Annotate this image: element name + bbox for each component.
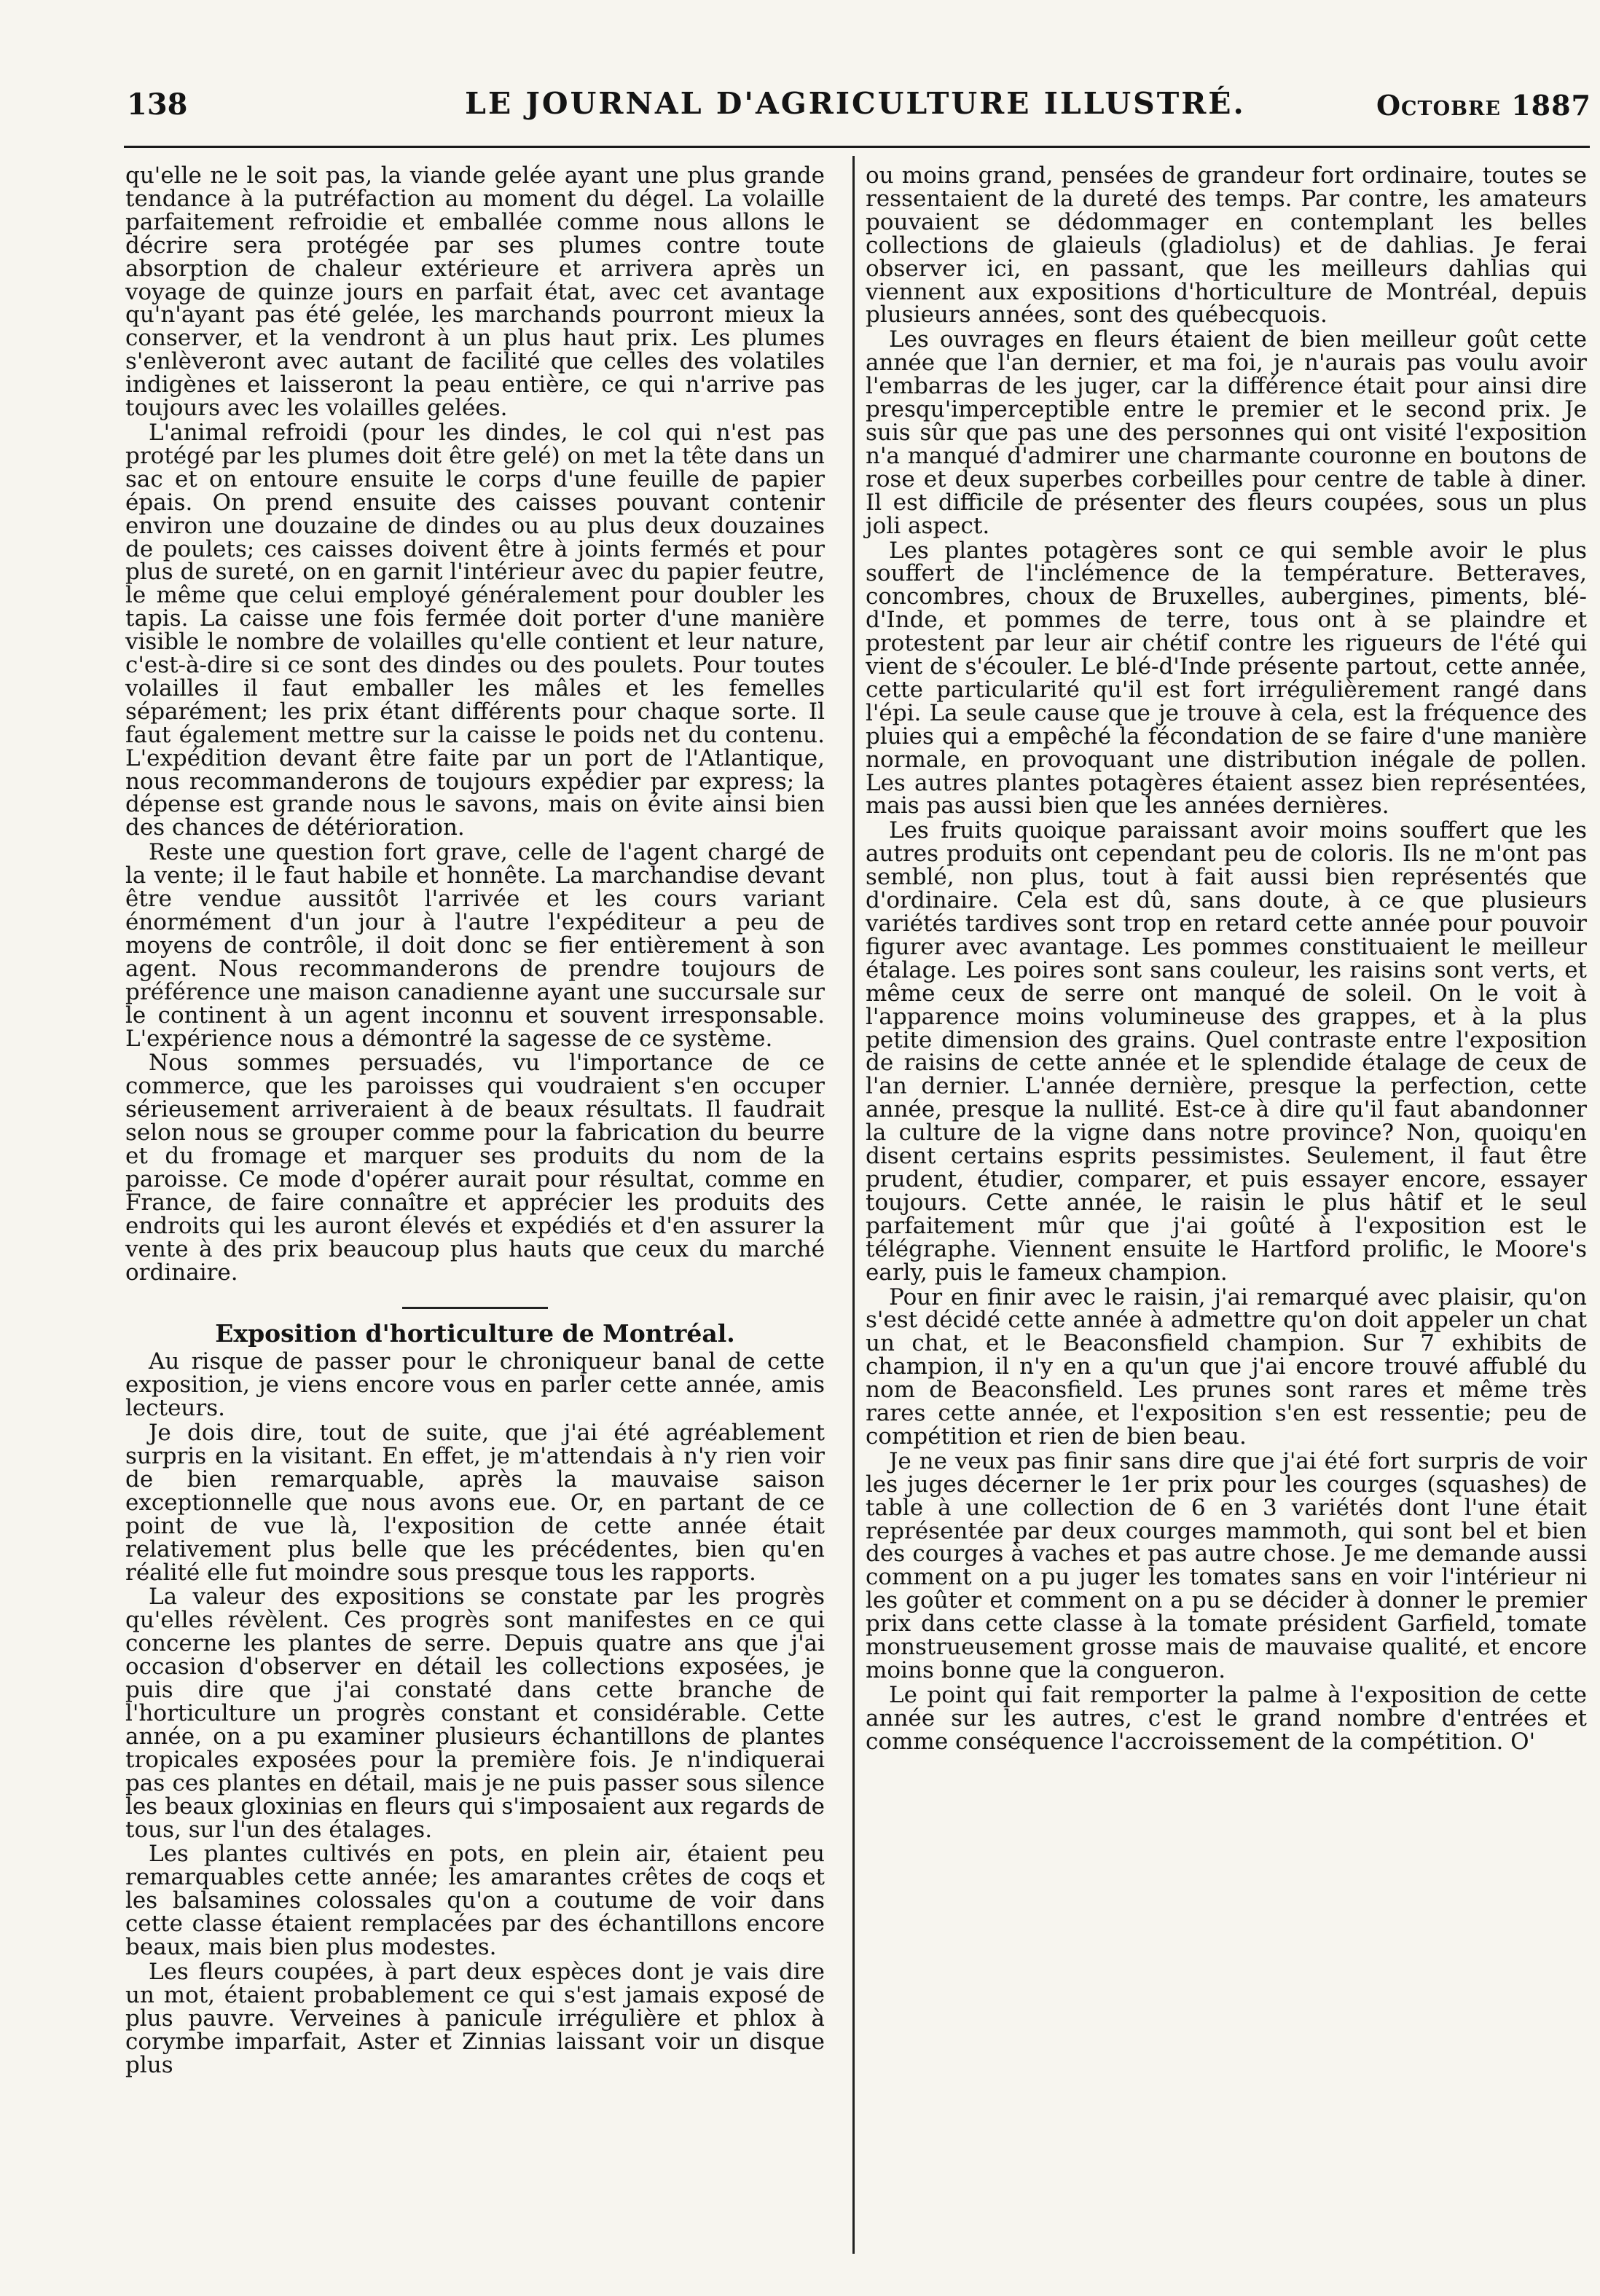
paragraph: Reste une question fort grave, celle de l'agent chargé de la vente; il le faut habile et honnête. La marchandise devant être vendue aussitôt l'arrivée et les cours variant énormément d'un jour à l'autre l'expéditeur a peu de moyens de contrôle, il doit donc se fier entièrement à son agent. Nous recommanderons de prendre toujours de préférence une maison canadienne ayant une succursale sur le continent à un agent inconnu et souvent irresponsable. L'expérience nous a démontré la sagesse de ce système. <box>125 839 825 1052</box>
left-column <box>125 162 825 2078</box>
page-number: 138 <box>127 87 188 122</box>
paragraph: Le point qui fait remporter la palme à l'exposition de cette année sur les autres, c'est le grand nombre d'entrées et comme conséquence l'accroissement de la compétition. O' <box>866 1681 1587 1755</box>
page-header <box>119 82 1591 125</box>
paragraph: ou moins grand, pensées de grandeur fort ordinaire, toutes se ressentaient de la dureté des temps. Par contre, les amateurs pouvaient se dédommager en contemplant les belles collections de glaieuls (gladiolus) et de dahlias. Je ferai observer ici, en passant, que les meilleurs dahlias qui viennent aux expositions d'horticulture de Montréal, depuis plusieurs années, sont des québecquois. <box>866 162 1587 329</box>
issue-date: Octobre 1887 <box>1376 89 1591 122</box>
paragraph: Les fleurs coupées, à part deux espèces dont je vais dire un mot, étaient probablement ce qui s'est jamais exposé de plus pauvre. Verveines à panicule irrégulière et phlox à corymbe imparfait, Aster et Zinnias laissant voir un disque plus <box>125 1958 825 2078</box>
paragraph: Je ne veux pas finir sans dire que j'ai été fort surpris de voir les juges décerner le 1er prix pour les courges (squashes) de table à une collection de 6 en 3 variétés dont l'une était représentée par deux courges mammoth, qui sont bel et bien des courges à vaches et pas autre chose. Je me demande aussi comment on a pu juger les tomates sans en voir l'intérieur ni les goûter et comment on a pu se décider à donner le premier prix dans cette classe à la tomate président Garfield, tomate monstrueusement grosse mais de mauvaise qualité, et encore moins bonne que la congueron. <box>866 1447 1587 1683</box>
paragraph: La valeur des expositions se constate par les progrès qu'elles révèlent. Ces progrès sont manifestes en ce qui concerne les plantes de serre. Depuis quatre ans que j'ai occasion d'observer en détail les collections exposées, je puis dire que j'ai constaté dans cette branche de l'horticulture un progrès constant et considérable. Cette année, on a pu examiner plusieurs échantillons de plantes tropicales exposées pour la première fois. Je n'indiquerai pas ces plantes en détail, mais je ne puis passer sous silence les beaux gloxinias en fleurs qui s'imposaient aux regards de tous, sur l'un des étalages. <box>125 1584 825 1843</box>
header-rule <box>124 146 1590 148</box>
column-divider <box>852 156 855 2254</box>
right-column <box>866 162 1587 1755</box>
section-title: Exposition d'horticulture de Montréal. <box>215 1318 735 1348</box>
journal-title: LE JOURNAL D'AGRICULTURE ILLUSTRÉ. <box>465 86 1246 121</box>
section-divider <box>402 1307 548 1309</box>
paragraph: Pour en finir avec le raisin, j'ai remarqué avec plaisir, qu'on s'est décidé cette année à admettre qu'on doit appeler un chat un chat, et le Beaconsfield champion. Sur 7 exhibits de champion, il n'y en a qu'un que j'ai encore trouvé affublé du nom de Beaconsfield. Les prunes sont rares et même très rares cette année, et l'exposition s'en est ressentie; peu de compétition et rien de bien beau. <box>866 1283 1587 1450</box>
paragraph: Je dois dire, tout de suite, que j'ai été agréablement surpris en la visitant. En effet, je m'attendais à n'y rien voir de bien remarquable, après la mauvaise saison exceptionnelle que nous avons eue. Or, en partant de ce point de vue là, l'exposition de cette année était relativement plus belle que les précédentes, bien qu'en réalité elle fut moindre sous presque tous les rapports. <box>125 1420 825 1586</box>
paragraph: qu'elle ne le soit pas, la viande gelée ayant une plus grande tendance à la putréfaction au moment du dégel. La volaille parfaitement refroidie et emballée comme nous allons le décrire sera protégée par ses plumes contre toute absorption de chaleur extérieure et arrivera après un voyage de quinze jours en parfait état, avec cet avantage qu'n'ayant pas été gelée, les marchands pourront mieux la conserver, et la vendront à un plus haut prix. Les plumes s'enlèveront avec autant de facilité que celles des volatiles indigènes et laisseront la peau entière, ce qui n'arrive pas toujours avec les volailles gelées. <box>125 162 825 422</box>
paragraph: Nous sommes persuadés, vu l'importance de ce commerce, que les paroisses qui voudraient s'en occuper sérieusement arriveraient à de beaux résultats. Il faudrait selon nous se grouper comme pour la fabrication du beurre et du fromage et marquer ses produits du nom de la paroisse. Ce mode d'opérer aurait pour résultat, comme en France, de faire connaître et apprécier les produits des endroits qui les auront élevés et expédiés et d'en assurer la vente à des prix beaucoup plus hauts que ceux du marché ordinaire. <box>125 1050 825 1286</box>
paragraph: Les plantes potagères sont ce qui semble avoir le plus souffert de l'inclémence de la température. Betteraves, concombres, choux de Bruxelles, aubergines, piments, blé-d'Inde, et pommes de terre, tous ont à se plaindre et protestent par leur air chétif contre les rigueurs de l'été qui vient de s'écouler. Le blé-d'Inde présente partout, cette année, cette particularité qu'il est fort irrégulièrement rangé dans l'épi. La seule cause que je trouve à cela, est la fréquence des pluies qui a empêché la fécondation de se faire d'une manière normale, en provoquant une distribution inégale de pollen. Les autres plantes potagères étaient assez bien représentées, mais pas aussi bien que les années dernières. <box>866 537 1587 819</box>
paragraph: L'animal refroidi (pour les dindes, le col qui n'est pas protégé par les plumes doit être gelé) on met la tête dans un sac et on entoure ensuite le corps d'une feuille de papier épais. On prend ensuite des caisses pouvant contenir environ une douzaine de dindes ou au plus deux douzaines de poulets; ces caisses doivent être à joints fermés et pour plus de sureté, on en garnit l'intérieur avec du papier feutre, le même que celui employé généralement pour doubler les tapis. La caisse une fois fermée doit porter d'une manière visible le nombre de volailles qu'elle contient et leur nature, c'est-à-dire si ce sont des dindes ou des poulets. Pour toutes volailles il faut emballer les mâles et les femelles séparément; les prix étant différents pour chaque sorte. Il faut également mettre sur la caisse le poids net du contenu. L'expédition devant être faite par un port de l'Atlantique, nous recommanderons de toujours expédier par express; la dépense est grande nous le savons, mais on évite ainsi bien des chances de détérioration. <box>125 419 825 841</box>
paragraph: Les plantes cultivés en pots, en plein air, étaient peu remarquables cette année; les amarantes crêtes de coqs et les balsamines colossales qu'on a coutume de voir dans cette classe étaient remplacées par des échantillons encore beaux, mais bien plus modestes. <box>125 1841 825 1961</box>
paragraph: Les fruits quoique paraissant avoir moins souffert que les autres produits ont cependant peu de coloris. Ils ne m'ont pas semblé, non plus, tout à fait aussi bien représentés que d'ordinaire. Cela est dû, sans doute, à ce que plusieurs variétés tardives sont trop en retard cette année pour pouvoir figurer avec avantage. Les pommes constituaient le meilleur étalage. Les poires sont sans couleur, les raisins sont verts, et même ceux de serre ont manqué de soleil. On le voit à l'apparence moins volumineuse des grappes, et à la plus petite dimension des grains. Quel contraste entre l'exposition de raisins de cette année et le splendide étalage de ceux de l'an dernier. L'année dernière, presque la perfection, cette année, presque la nullité. Est-ce à dire qu'il faut abandonner la culture de la vigne dans notre province? Non, quoiqu'en disent certains esprits pessimistes. Seulement, il faut être prudent, étudier, comparer, et puis essayer encore, essayer toujours. Cette année, le raisin le plus hâtif et le seul parfaitement mûr que j'ai goûté à l'exposition est le télégraphe. Viennent ensuite le Hartford prolific, le Moore's early, puis le fameux champion. <box>866 817 1587 1286</box>
paragraph: Au risque de passer pour le chroniqueur banal de cette exposition, je viens encore vous en parler cette année, amis lecteurs. <box>125 1348 825 1422</box>
paragraph: Les ouvrages en fleurs étaient de bien meilleur goût cette année que l'an dernier, et ma foi, je n'aurais pas voulu avoir l'embarras de les juger, car la différence était pour ainsi dire presqu'imperceptible entre le premier et le second prix. Je suis sûr que pas une des personnes qui ont visité l'exposition n'a manqué d'admirer une charmante couronne en boutons de rose et deux superbes corbeilles pour centre de table à diner. Il est difficile de présenter des fleurs coupées, sous un plus joli aspect. <box>866 326 1587 539</box>
